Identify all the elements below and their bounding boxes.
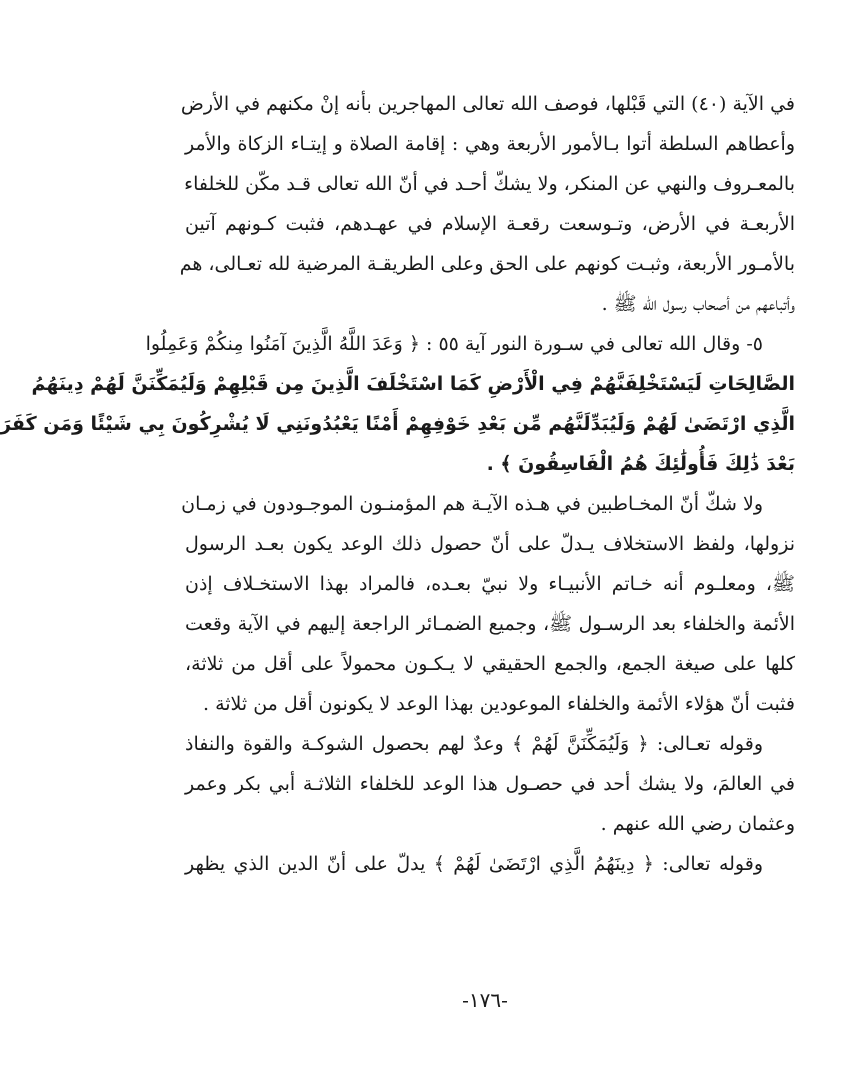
text-line: ولا شكّ أنّ المخـاطبين في هـذه الآيـة هم المؤمنـون الموجـودون في زمـان [181, 493, 763, 515]
page-number: -١٧٦- [462, 988, 508, 1012]
paragraph-quran-verse [0, 324, 795, 484]
text-line: في الآية (٤٠) التي قَبْلها، فوصف الله تعالى المهاجرين بأنه إنْ مكنهم في الأرض [180, 93, 795, 115]
text-line: بالأمـور الأربعة، وثبـت كونهم على الحق وعلى الطريقـة المرضية لله تعـالى، هم [179, 253, 795, 275]
text-line: نزولها، ولفظ الاستخلاف يـدلّ على أنّ حصول ذلك الوعد يكون بعـد الرسول [185, 533, 795, 555]
paragraph [185, 844, 795, 884]
text-line: الأئمة والخلفاء بعد الرسـول ﷺ، وجميع الضمـائر الراجعة إليهم في الآية وقعت [185, 613, 795, 635]
text-line: بالمعـروف والنهي عن المنكر، ولا يشكّ أحـد في أنّ الله تعالى قـد مكّن للخلفاء [184, 173, 795, 195]
text-line: الأربعـة في الأرض، وتـوسعت رقعـة الإسلام في عهـدهم، فثبت كـونهم آتين [185, 213, 795, 235]
paragraph [185, 724, 795, 844]
text-line: وأتباعهم من أصحاب رسول الله ﷺ . [601, 293, 795, 315]
text-line: ٥- وقال الله تعالى في سـورة النور آية ٥٥ : ﴿ وَعَدَ اللَّهُ الَّذِينَ آمَنُوا مِنكُمْ وَعَمِلُوا [145, 333, 763, 355]
text-line: وعثمان رضي الله عنهم . [600, 813, 795, 835]
quran-verse-line: الصَّالِحَاتِ لَيَسْتَخْلِفَنَّهُمْ فِي الْأَرْضِ كَمَا اسْتَخْلَفَ الَّذِينَ مِن قَبْلِهِمْ وَلَيُمَكِّنَنَّ لَهُمْ دِينَهُمُ [31, 373, 795, 395]
text-line: ﷺ، ومعلـوم أنه خـاتم الأنبيـاء ولا نبيّ بعـده، فالمراد بهذا الاستخـلاف إذن [185, 573, 795, 595]
text-line: في العالمَ، ولا يشك أحد في حصـول هذا الوعد للخلفاء الثلاثـة أبي بكر وعمر [185, 773, 795, 795]
page-body [0, 84, 795, 884]
text-line: وأعطاهم السلطة أتوا بـالأمور الأربعة وهي : إقامة الصلاة و إيتـاء الزكاة والأمر [185, 133, 795, 155]
text-line: فثبت أنّ هؤلاء الأئمة والخلفاء الموعودين بهذا الوعد لا يكونون أقل من ثلاثة . [202, 693, 795, 715]
paragraph [179, 84, 795, 324]
quran-verse-line: بَعْدَ ذَٰلِكَ فَأُولَٰئِكَ هُمُ الْفَاسِقُونَ ﴾ . [486, 453, 795, 475]
quran-verse-line: الَّذِي ارْتَضَىٰ لَهُمْ وَلَيُبَدِّلَنَّهُم مِّن بَعْدِ خَوْفِهِمْ أَمْنًا يَعْبُدُونَنِي لَا يُشْرِكُونَ بِي شَيْئًا وَمَن كَفَرَ [0, 413, 795, 435]
text-line: وقوله تعالى: ﴿ دِينَهُمُ الَّذِي ارْتَضَىٰ لَهُمْ ﴾ يدلّ على أنّ الدين الذي يظهر [185, 853, 763, 875]
text-line: كلها على صيغة الجمع، والجمع الحقيقي لا يـكـون محمولاً على أقل من ثلاثة، [185, 653, 795, 675]
text-line: وقوله تعـالى: ﴿ وَلَيُمَكِّنَنَّ لَهُمْ ﴾ وعدٌ لهم بحصول الشوكـة والقوة والنفاذ [185, 733, 763, 755]
paragraph [181, 484, 795, 724]
